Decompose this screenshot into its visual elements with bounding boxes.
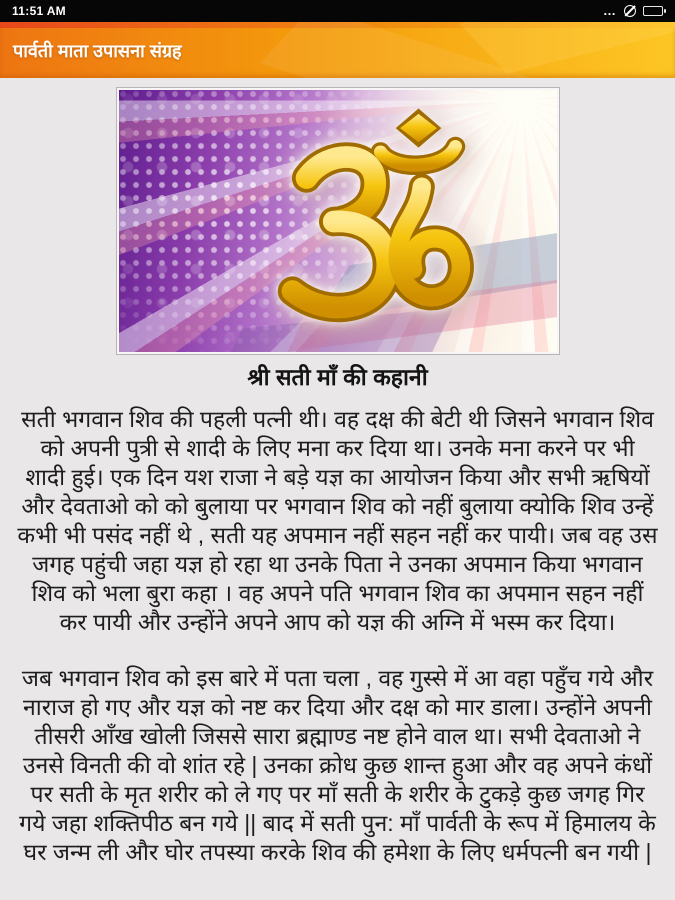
- battery-icon: [643, 6, 663, 16]
- paragraph-line: सती भगवान शिव की पहली पत्नी थी। वह दक्ष की बेटी थी जिसने भगवान शिव: [21, 406, 654, 432]
- paragraph-line: कभी भी पसंद नहीं थे , सती यह अपमान नहीं सहन नहीं कर पायी। जब वह उस: [17, 522, 658, 548]
- story-paragraph-2: [0, 664, 675, 867]
- paragraph-line: शादी हुई। एक दिन यश राजा ने बड़े यज्ञ का आयोजन किया और सभी ऋषियों: [25, 464, 650, 490]
- paragraph-line: को अपनी पुत्री से शादी के लिए मना कर दिया था। उनके मना करने पर भी: [40, 435, 635, 461]
- om-hero-image: [117, 88, 559, 354]
- alarm-off-icon: [624, 5, 636, 17]
- clock-time: 11:51 AM: [12, 4, 66, 18]
- om-symbol-icon: [237, 96, 487, 346]
- status-bar: [0, 0, 675, 22]
- paragraph-line: जब भगवान शिव को इस बारे में पता चला , वह गुस्से में आ वहा पहुँच गये और: [21, 665, 654, 691]
- status-icons: [603, 5, 663, 17]
- paragraph-line: और देवताओ को को बुलाया पर भगवान शिव को नहीं बुलाया क्योकि शिव उन्हें: [21, 493, 654, 519]
- paragraph-line: नाराज हो गए और यज्ञ को नष्ट कर दिया और दक्ष को मार डाला। उन्होंने अपनी: [23, 694, 652, 720]
- paragraph-line: घर जन्म ली और घोर तपस्या करके शिव की हमेशा के लिए धर्मपत्नी बन गयी |: [23, 839, 652, 865]
- paragraph-line: शिव को भला बुरा कहा । वह अपने पति भगवान शिव का अपमान सहन नहीं: [31, 580, 644, 606]
- story-heading: श्री सती माँ की कहानी: [247, 364, 428, 390]
- story-paragraph-1: [0, 405, 675, 637]
- paragraph-line: उनसे विनती की वो शांत रहे | उनका क्रोध कुछ शान्त हुआ और वह अपने कंधों: [22, 752, 653, 778]
- more-dots-icon: …: [603, 3, 617, 18]
- story-page[interactable]: [0, 88, 675, 900]
- app-header: [0, 22, 675, 78]
- app-title: पार्वती माता उपासना संग्रह: [13, 41, 182, 61]
- paragraph-line: जगह पहुंची जहा यज्ञ हो रहा था उनके पिता ने उनका अपमान किया भगवान: [32, 551, 643, 577]
- paragraph-line: कर पायी और उन्होंने अपने आप को यज्ञ की अग्नि में भस्म कर दिया।: [59, 609, 616, 635]
- paragraph-line: तीसरी आँख खोली जिससे सारा ब्रह्माण्ड नष्ट होने वाल था। सभी देवताओ ने: [34, 723, 641, 749]
- paragraph-line: गये जहा शक्तिपीठ बन गये || बाद में सती पुन: माँ पार्वती के रूप में हिमालय के: [19, 810, 656, 836]
- paragraph-line: पर सती के मृत शरीर को ले गए पर माँ सती के शरीर के टुकड़े कुछ जगह गिर: [30, 781, 645, 807]
